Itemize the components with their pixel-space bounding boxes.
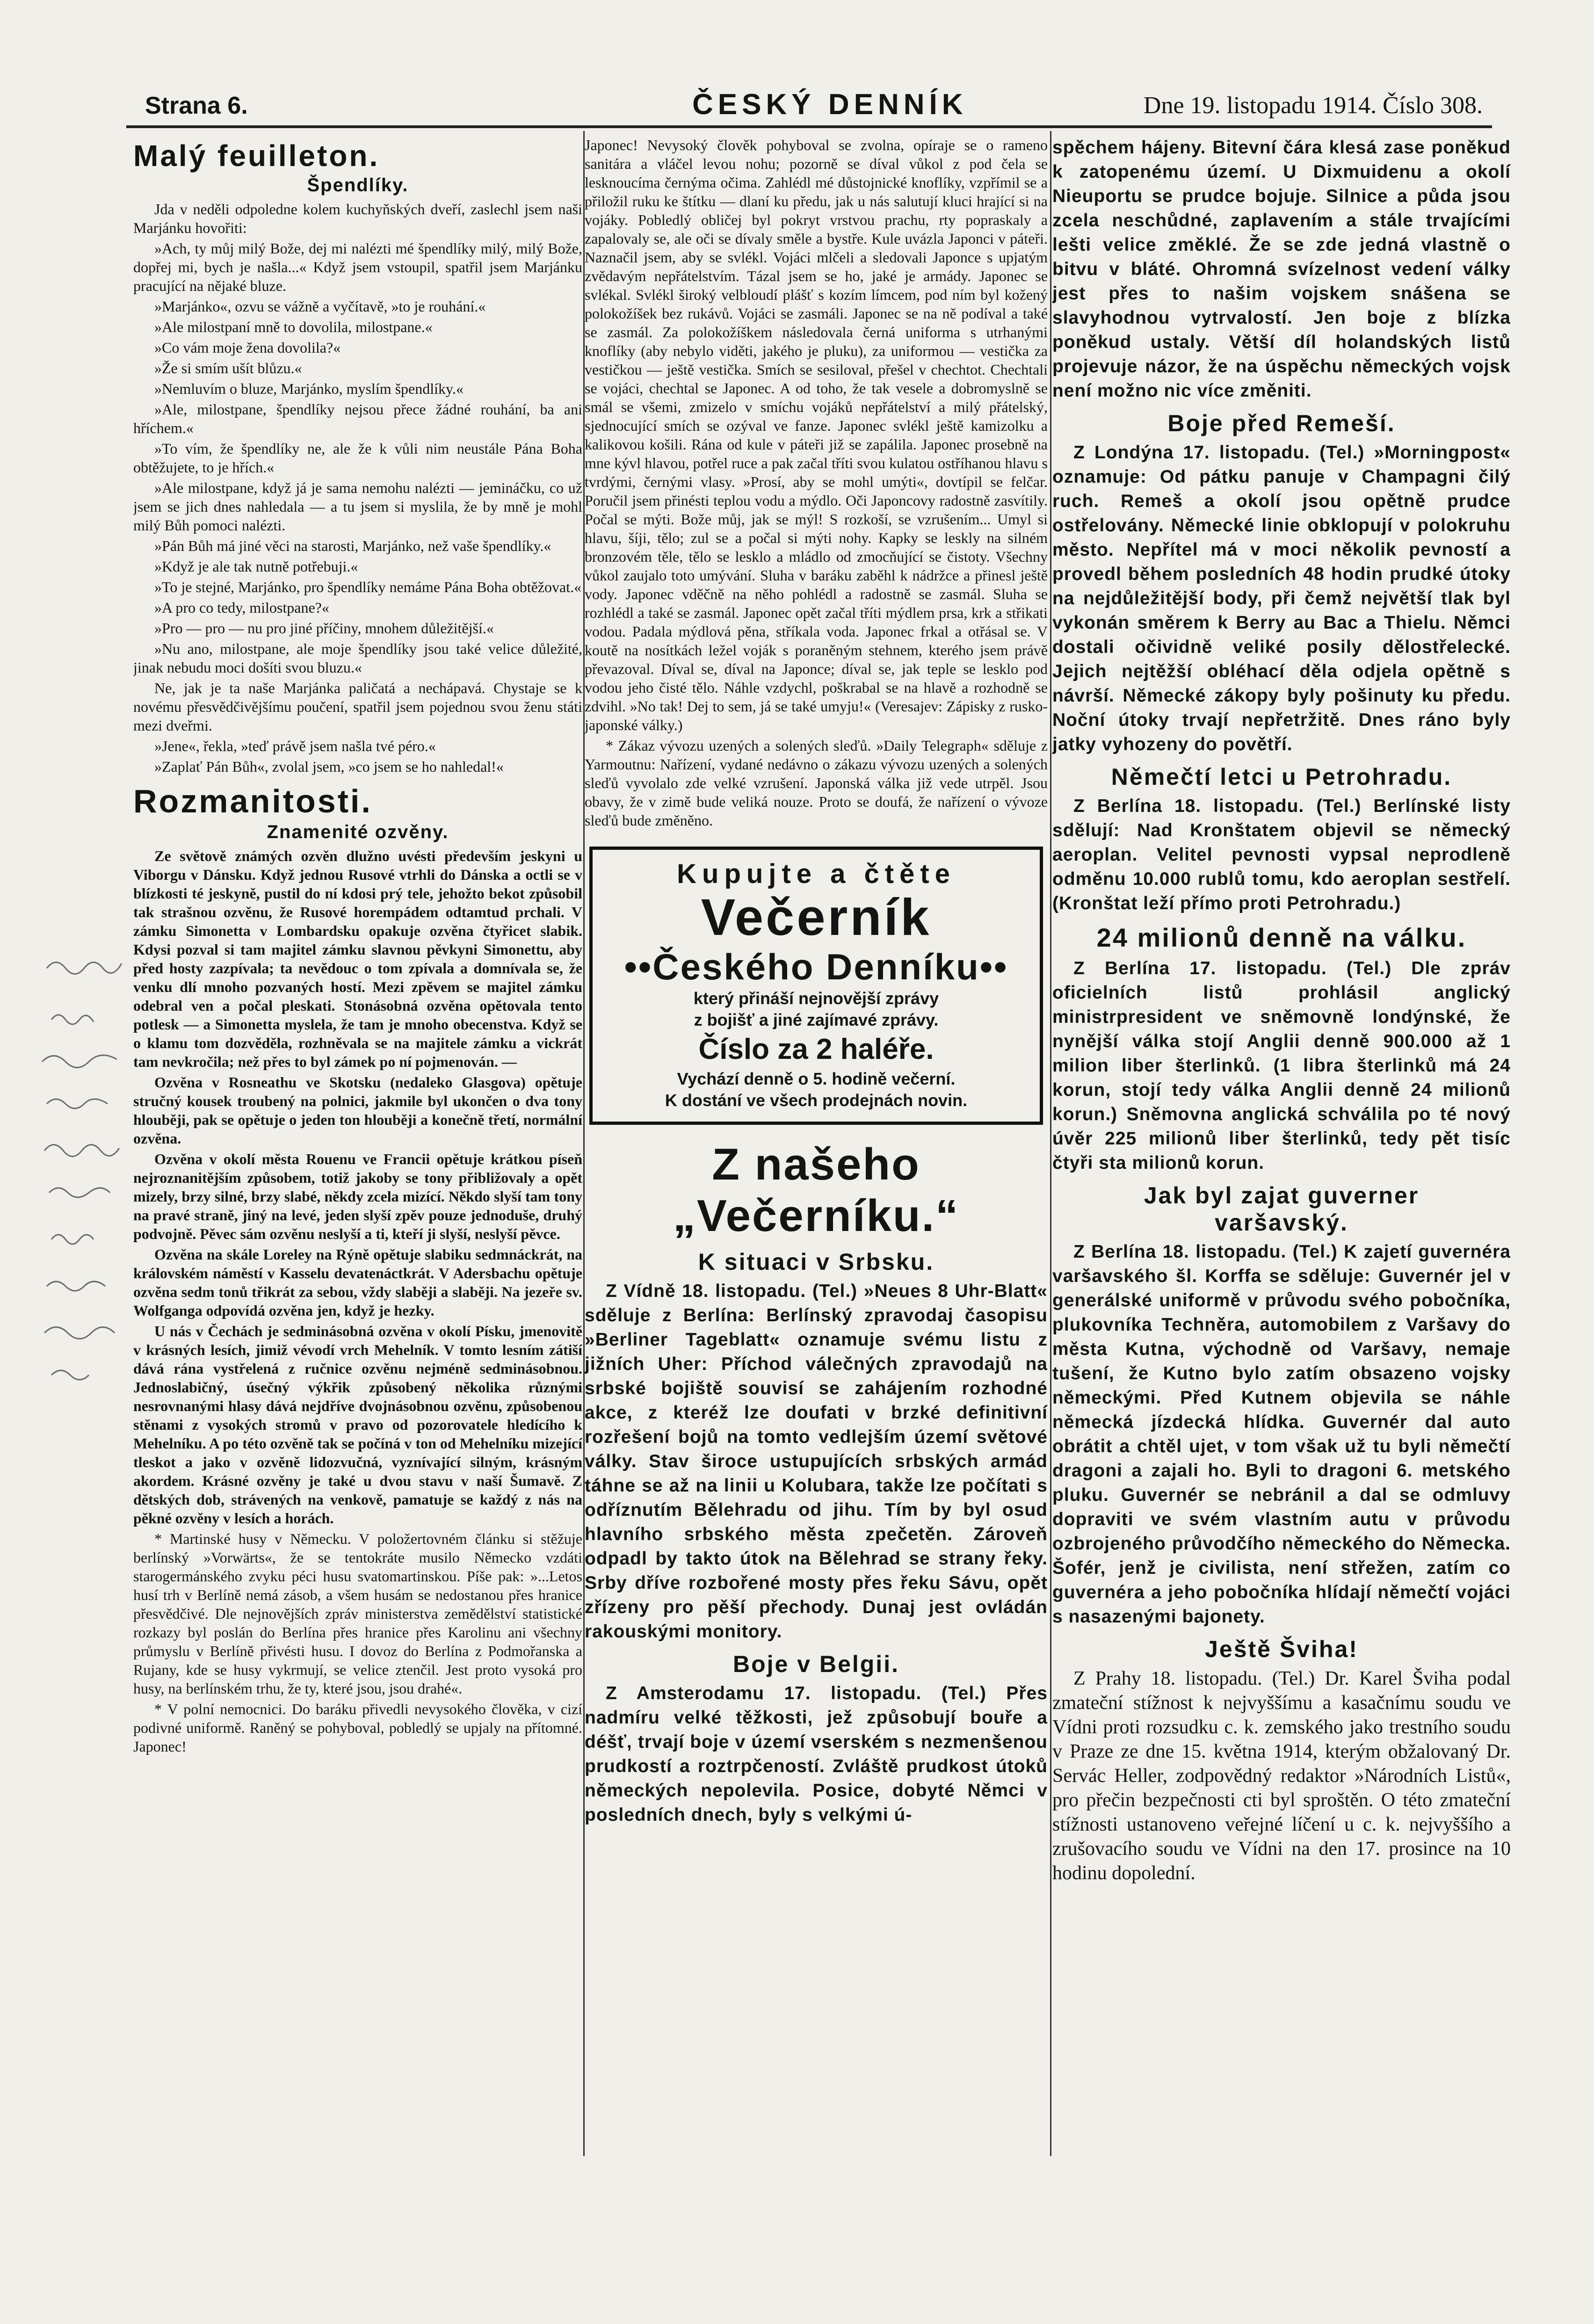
echo-paragraph: Ze světově známých ozvěn dlužno uvésti především jeskyni u Viborgu v Dánsku. Když jednou Rusové vtrhli do Dánska a octli se v blízkosti té jeskyně, pustil do ní kdosi prý tele, jehožto bekot způsobil tak strašnou ozvěnu, že Rusové horempádem odtamtud prchali. V zámku Simonetta v Lombardsku opakuje ozvěna čtyřicet slabik. Kdysi pozval si tam majitel zámku slavnou pěvkyni Simonettu, aby před hosty zazpívala; ta nevědouc o tom zpívala a domnívala se, že venku dlí mnoho pozvaných hostí. Mezi zpěvem se majitel zámku odebral ven a počal pleskati. Stonásobná ozvěna opětovala tento potlesk — a Simonetta myslela, že tam je mnoho obecenstva. Když se o klamu tom dozvěděla, rozhněvala se na majitele zámku a vickrát tam nevkročila; než přes to byl zámek po ní pojmenován. — — [133, 847, 582, 1070]
column-1 — [133, 136, 582, 2137]
story-paragraph: »Ach, ty můj milý Bože, dej mi nalézti mé špendlíky milý, milý Bože, dopřej mi, bych je našla...« Když jsem vstoupil, spatřil jsem Marjánku pracující na nějaké bluze. — [133, 240, 582, 294]
note-paragraph: * Martinské husy v Německu. V položertovném článku si stěžuje berlínský »Vorwärts«, že se tentokráte musilo Německo vzdáti starogermánského zvyku péci husu svatomartinskou. Píše pak: »...Letos husí trh v Berlíně nemá zásob, a všem husám se nedostanou přes hranice přesvědčivé. Dle nejnovějších zpráv ministerstva zemědělství statistické rozkazy byl poslán do Berlína přes hranice přes Karolinu ani všechny průmyslu v Berlíně přivésti husu. I dovoz do Berlína z Podmořanska a Rujany, kde se husy vykrmují, se velice ztenčil. Jest proto vysoká pro husy, na berlínském trhu, že ty, které jsou, jsou drahé«. — [133, 1530, 582, 1697]
story-paragraph: »Ale milostpane, když já je sama nemohu nalézti — jemináčku, co už jsem se jich dnes nahledala — a tu jsem si myslila, že by mně je mohl milý Bůh pomoci nalézti. — [133, 479, 582, 534]
handwriting-scribble — [37, 949, 126, 1398]
ad-line: K dostání ve všech prodejnách novin. — [665, 1091, 968, 1110]
story-paragraph: Jda v neděli odpoledne kolem kuchyňských dveří, zaslechl jsem naši Marjánku hovořiti: — [133, 201, 582, 236]
news-paragraph: Z Berlína 18. listopadu. (Tel.) Berlínské listy sdělují: Nad Kronštatem objevil se německý aeroplan. Velitel pevnosti vypsal neprodleně odměnu 10.000 rublů tomu, kdo aeroplan sestřelí. (Kronštat leží přímo proti Petrohradu.) — [1052, 796, 1511, 913]
story-paragraph: »To vím, že špendlíky ne, ale že k vůli nim neustále Pána Boha obtěžujete, to je hřích.« — [133, 440, 582, 476]
column-rule — [1050, 131, 1051, 2156]
masthead — [126, 88, 1492, 128]
rozmanitosti-heading: Rozmanitosti. — [133, 783, 372, 819]
news-paragraph: Z Prahy 18. listopadu. (Tel.) Dr. Karel Šviha podal zmateční stížnost k nejvyššímu a kasačnímu soudu ve Vídni proti rozsudku c. k. zemského jako trestního soudu v Praze ze dne 15. května 1914, kterým obžalovaný Dr. Servác Heller, zodpovědný redaktor »Národních Listů«, pro přečin bezpečnosti cti byl sproštěn. O této zmateční stížnosti ustanoveno veřejné líčení u c. k. nejvyššího a zrušovacího soudu ve Vídni na den 17. prosince na 10 hodinu dopolední. — [1052, 1668, 1511, 1884]
handwritten-marginalia — [37, 949, 126, 1398]
news-paragraph: Z Vídně 18. listopadu. (Tel.) »Neues 8 Uhr-Blatt« sděluje z Berlína: Berlínský zpravodaj časopisu »Berliner Tageblatt« oznamuje svému listu z jižních Uher: Příchod válečných zpravodajů na srbské bojiště souvisí se zahájením rozhodné akce, z kteréž lze doufati v brzké definitivní rozřešení bojů na tomto vedlejším území světové války. Stav široce ustupujících srbských armád táhne se až na linii u Kolubara, takže lze počítati s odříznutím Bělehradu od jihu. Tím by byl osud hlavního srbského města zpečetěn. Zároveň odpadl by takto útok na Bělehrad se strany řeky. Srby dříve rozbořené mosty přes řeku Sávu, opět zřízeny pro pěší přechody. Dunaj jest ovládán rakouskými monitory. — [585, 1281, 1048, 1642]
vecernik-heading: Z našeho „Večerníku.“ — [673, 1139, 960, 1241]
story-paragraph: »Pro — pro — nu pro jiné příčiny, mnohem důležitější.« — [154, 620, 494, 637]
vecernik-advertisement — [589, 847, 1043, 1125]
news-paragraph: Z Berlína 18. listopadu. (Tel.) K zajetí guvernéra varšavského šl. Korffa se sděluje: Guvernér jel v generálské uniformě v průvodu svého pobočníka, plukovníka Techněra, automobilem z Varšavy do města Kutna, východně od Varšavy, nemaje tušení, že Kutno bylo zatím obsazeno vojsky německými. Před Kutnem objevila se náhle německá jízdecká hlídka. Guvernér dal auto obrátit a chtěl ujet, v tom však už tu byli němečtí dragoni a zajali ho. Byli to dragoni 6. metského pluku. Guvernér se nebránil a dal se odmluvy dopraviti ve svém vlastním autu v průvodu ozbrojeného průvodčího německého do Německa. Šofér, jenž je civilista, není střežen, zatím co guvernéra a jeho pobočníka hlídají němečtí vojáci s nasazenými bajonety. — [1052, 1242, 1511, 1627]
issue-date: Dne 19. listopadu 1914. Číslo 308. — [1143, 92, 1483, 119]
milionu-title: 24 milionů denně na válku. — [1096, 923, 1467, 952]
story-title: Špendlíky. — [307, 175, 409, 195]
letci-title: Němečtí letci u Petrohradu. — [1111, 764, 1452, 790]
ad-price: Číslo za 2 haléře. — [698, 1033, 934, 1065]
story-paragraph: »Nu ano, milostpane, ale moje špendlíky jsou také velice důležité, jinak nebudu moci došíti svou bluzu.« — [133, 640, 582, 676]
story-paragraph: »To je stejné, Marjánko, pro špendlíky nemáme Pána Boha obtěžovat.« — [154, 579, 582, 595]
feuilleton-heading: Malý feuilleton. — [133, 139, 380, 173]
sviha-title: Ještě Šviha! — [1205, 1636, 1358, 1662]
page-number: Strana 6. — [145, 92, 248, 119]
note-paragraph: * V polní nemocnici. Do baráku přivedli nevysokého člověka, v cizí podivné uniformě. Raněný se pohyboval, pobledlý se upjaly na přítomné. Japonec! — [133, 1701, 582, 1755]
ad-top-line: Kupujte a čtěte — [677, 859, 956, 889]
belgie-title: Boje v Belgii. — [733, 1651, 899, 1677]
story-paragraph: »Nemluvím o bluze, Marjánko, myslím špendlíky.« — [154, 380, 464, 397]
story-paragraph: »Pán Bůh má jiné věci na starosti, Marjánko, než vaše špendlíky.« — [154, 537, 551, 554]
story-paragraph: »Ale, milostpane, špendlíky nejsou přece žádné rouhání, ba ani hříchem.« — [133, 401, 582, 436]
column-2 — [585, 136, 1048, 2194]
story-paragraph: »Marjánko«, ozvu se vážně a vyčítavě, »to je rouhání.« — [154, 298, 486, 315]
echo-paragraph: Ozvěna v Rosneathu ve Skotsku (nedaleko Glasgova) opětuje stručný kousek troubený na polnici, jakmile byl ukončen o dva tony hlouběji, pak se opětuje o jeden ton hlouběji a konečně třetí, normální ozvěna. — [133, 1074, 582, 1147]
story-paragraph: »Co vám moje žena dovolila?« — [154, 339, 341, 356]
guverner-title-2: varšavský. — [1215, 1209, 1348, 1236]
newspaper-title: ČESKÝ DENNÍK — [692, 88, 968, 121]
echo-title: Znamenité ozvěny. — [267, 822, 449, 842]
story-paragraph: »Ale milostpaní mně to dovolila, milostpane.« — [154, 319, 433, 335]
echo-paragraph: Ozvěna v okolí města Rouenu ve Francii opětuje krátkou píseň nejroznanitějším způsobem, totiž jakoby se tony přibližovaly a opět mizely, brzy silné, brzy slabé, někdy zcela mizící. Někdo slyší tam tony na pravé straně, jiný na levé, jeden slyší zpěv pouze jednoduše, druhý podvojně. Pěvec sám ozvěnu neslyší a ti, kteří ji slyší, neslyší pěvce. — [133, 1151, 582, 1242]
guverner-title: Jak byl zajat guverner — [1144, 1182, 1420, 1209]
ad-name: Večerník — [701, 889, 932, 946]
news-paragraph: Z Berlína 17. listopadu. (Tel.) Dle zpráv oficielních listů prohlásil anglický ministrpresident ve sněmovně londýnské, že nynější válka stojí Anglii denně 900.000 až 1 milion liber šterlinků. (1 libra šterlinků má 24 korun, stojí tedy válka Anglii denně 24 milionů korun.) Sněmovna anglická schválila po té nový úvěr 225 milionů liber šterlinků, tedy pět tisíc čtyři sta milionů korun. — [1052, 958, 1511, 1173]
news-paragraph: * Zákaz vývozu uzených a solených sleďů. »Daily Telegraph« sděluje z Yarmoutnu: Nařízení, vydané nedávno o zákazu vývozu uzených a solených sleďů vyvolalo zde velké vzrušení. Japonská válka již vede utrpěl. Jsou obavy, že v zimě bude veliká nouze. Proto se doufá, že nařízení o vývoze sleďů bude změněno. — [585, 737, 1048, 829]
story-paragraph: »Zaplať Pán Bůh«, zvolal jsem, »co jsem se ho nahledal!« — [154, 758, 504, 775]
story-paragraph: »Že si smím ušít blůzu.« — [154, 360, 302, 376]
remes-title: Boje před Remeší. — [1167, 410, 1396, 436]
story-paragraph: Japonec! Nevysoký člověk pohyboval se zvolna, opíraje se o rameno sanitára a vláčel levou nohu; pozorně se díval vůkol z pod čela se lesknoucíma černýma očima. Zahlédl mé důstojnické knoflíky, vzpřímil se a přiložil ruku ke štítku — dlaní ku předu, jak u nás salutují kluci hrající si na vojáky. Pobledlý obličej byl pokryt vrstvou prachu, rty popraskaly a zapalovaly se, ale oči se dívaly směle a bystře. Kule uvázla Japonci v páteři. Naznačil jsem, aby se svlékl. Vojáci mlčeli a sledovali Japonce s upjatým zvědavým nepřátelstvím. Tázal jsem se ho, jaké je armády. Japonec se svlékal. Svlékl široký velbloudí plášť s kozím límcem, pod ním byl kožený polokožíšek bez rukávů. Vojáci se zasmáli. Japonec se na ně podíval a také se zasmál. Za polokožíškem následovala černá uniforma s utrhanými knoflíky (aby nebylo viděti, jakého je pluku), za uniformou — vestička za vestičkou — ještě vestička. Smích se sesiloval, přešel v chechtot. Chechtali se vojáci, chechtal se Japonec. A od toho, že tak vesele a dobromyslně se smál se všemi, zmizelo v smíchu vojáků nepřátelství a milý přátelský, sjednocující smích se ozýval ve fanze. Japonec svlékl ještě kamizolku a kalikovou košili. Rána od kule v páteři již se zapálila. Japonec prosebně na mne kývl hlavou, potřel ruce a pak začal tříti svou kulatou ostříhanou hlavu s tvrdými, černými vlasy. »Prosí, aby se mohl umýti«, dovtípil se felčar. Poručil jsem přinésti teplou vodu a mýdlo. Oči Japoncovy radostně zasvítily. Počal se mýti. Bože můj, jak se mýl! S rozkoší, se vzrušením... Umyl si hlavu, šíji, tělo; zul se a počal si mýti nohy. Kapky se leskly na silném bronzovém těle, tělo se lesklo a mládlo od zmocňující se čistoty. Všechny vůkol zaujalo toto umývání. Sluha v baráku zaběhl k nádržce a přinesl ještě vody. Japonec vděčně na něho pohlédl a radostně se zasmál. Sluha se rozhlédl a také se zasmál. Japonec opět začal tříti mýdlem prsa, krk a střikati vodou. Padala mýdlová pěna, stříkala voda. Japonec frkal a otřásal se. V koutě na nosítkách ležel voják s poraněným stehnem, kterého jsem právě převazoval. Díval se, díval na Japonce; díval se, jak teple se lesklo pod vodou jeho čisté tělo. Náhle vzdychl, poškrabal se na hlavě a rozhodně se zdvihl. »No tak! Dej to sem, já se také umyju!« (Veresajev: Zápisky z rusko-japonské války.) — [585, 137, 1048, 733]
story-paragraph: »Když je ale tak nutně potřebuji.« — [154, 558, 358, 575]
news-paragraph: spěchem hájeny. Bitevní čára klesá zase poněkud k zatopenému území. U Dixmuidenu a okolí Nieuportu se prudce bojuje. Silnice a půda jsou zcela neschůdné, zaplavením a stále trvajícími lešti velice změklé. Že se zde jedná vlastně o bitvu v bláté. Ohromná svízelnost vedení války jest přes to našim vojskem snášena se slavyhodnou vytrvalostí. Jen boje z blízka poněkud ustaly. Větší díl holandských listů projevuje názor, že na úspěchu německých vojsk není možno nic více změniti. — [1052, 138, 1511, 401]
srbsko-title: K situaci v Srbsku. — [698, 1249, 935, 1275]
story-paragraph: Ne, jak je ta naše Marjánka paličatá a nechápavá. Chystaje se k novému přesvědčivějšímu poučení, spatřil jsem pojednou svou ženu státi mezi dveřmi. — [133, 680, 582, 734]
ad-line: Vychází denně o 5. hodině večerní. — [677, 1069, 956, 1088]
echo-paragraph: U nás v Čechách je sedminásobná ozvěna v okolí Písku, jmenovitě v krásných lesích, jimiž vévodí vrch Mehelník. V tomto lesním zátiší dává rána vystřelená z ručnice ozvěnu nejméně sedminásobnou. Jednoslabičný, úsečný výkřik způsobený několika různými nesrovnanými hlasy dává nejdříve dvojnásobnou ozvěnu, způsobenou stěnami z vysokých stromů v pravo od pozorovatele hledícího k Mehelníku. A po této ozvěně tak se počíná v ton od Mehelníku mizející tleskot a jako v ozvěně lidozvučná, vyznívající silným, krásným akordem. Krásné ozvěny je také u dvou stavu v naší Šumavě. Z dětských dob, strávených na venkově, pamatuje se každý z nás na pěkné ozvěny v lesích a horách. — [133, 1323, 582, 1527]
ad-line: z bojišť a jiné zajímavé zprávy. — [694, 1010, 939, 1029]
ad-paper: ••Českého Denníku•• — [624, 946, 1008, 987]
story-paragraph: »Jene«, řekla, »teď právě jsem našla tvé péro.« — [154, 738, 436, 754]
ad-line: který přináší nejnovější zprávy — [693, 989, 939, 1008]
news-paragraph: Z Amsterodamu 17. listopadu. (Tel.) Přes nadmíru velké těžkosti, jež způsobují bouře a déšť, trvají boje v území vserském s nezmenšenou prudkostí a roztrpčeností. Zvláště prudkost útoků německých nepolevila. Posice, dobyté Němci v posledních dnech, byly s velkými ú- — [585, 1683, 1048, 1825]
echo-paragraph: Ozvěna na skále Loreley na Rýně opětuje slabiku sedmnáckrát, na královském náměstí v Kasselu devatenáctkrát. V Adersbachu opětuje ozvěna sedm tonů třikrát za sebou, vždy slaběji a slaběji. Na jezeře sv. Wolfganga odpovídá ozvěna jen, když je hezky. — [133, 1246, 582, 1319]
story-paragraph: »A pro co tedy, milostpane?« — [154, 599, 329, 616]
column-3 — [1052, 136, 1511, 2194]
news-paragraph: Z Londýna 17. listopadu. (Tel.) »Morningpost« oznamuje: Od pátku panuje v Champagni čilý ruch. Remeš a okolí jsou opětně prudce ostřelovány. Německé linie obklopují v polokruhu město. Nepřítel má v moci několik pevností a provedl během posledních 48 hodin prudké útoky na nejdůležitější body, při čemž největší tlak byl vykonán směrem k Berry au Bac a Thielu. Němci dostali očividně veliké posily dělostřelecké. Jejich nejtěžší obléhací děla odjela opětně s návrší. Německé zákopy byly pošinuty ku předu. Noční útoky trvají nepřetržitě. Dnes ráno byly jatky vyhozeny do povětří. — [1052, 442, 1511, 754]
